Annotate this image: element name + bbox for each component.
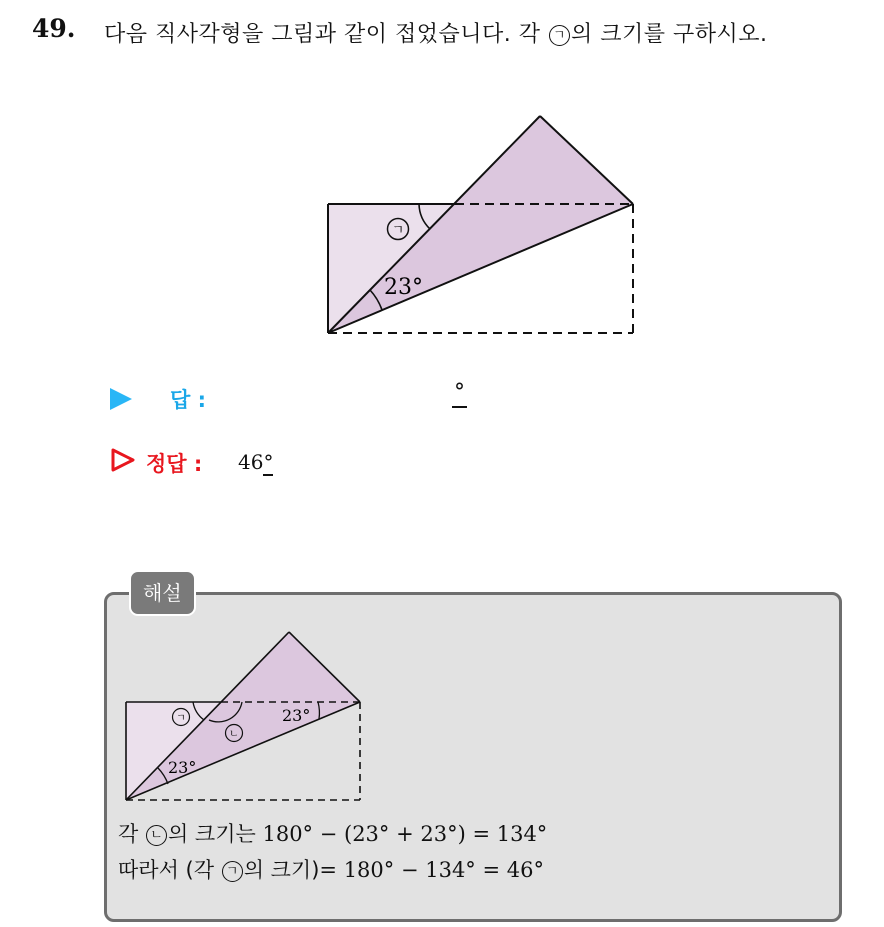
exp1-circle: ㄴ bbox=[146, 825, 167, 846]
answer-blank[interactable]: ° bbox=[452, 380, 467, 408]
exp-label-b: ㄴ bbox=[229, 729, 239, 740]
correct-answer bbox=[238, 450, 273, 474]
question-text-start: 다음 직사각형을 그림과 같이 접었습니다. 각 bbox=[104, 22, 548, 47]
explanation-line-2 bbox=[118, 854, 544, 884]
correct-arrow-icon bbox=[110, 447, 136, 473]
exp-angle-1: 23° bbox=[168, 758, 197, 777]
angle-value-label: 23° bbox=[384, 275, 423, 300]
exp2-prefix: 따라서 (각 bbox=[118, 858, 221, 882]
exp1-mid: 의 크기는 bbox=[167, 822, 263, 846]
answer-arrow-icon bbox=[110, 388, 132, 410]
exp-label-a: ㄱ bbox=[176, 713, 186, 724]
question-number: 49. bbox=[32, 14, 76, 43]
explanation-figure bbox=[118, 626, 368, 810]
exp-angle-2: 23° bbox=[282, 706, 311, 725]
angle-label-a: ㄱ bbox=[391, 223, 405, 238]
exp1-prefix: 각 bbox=[118, 822, 145, 846]
question-text-end: 의 크기를 구하시오. bbox=[571, 22, 768, 47]
correct-answer-value: 46 bbox=[238, 450, 264, 474]
correct-label: 정답 : bbox=[146, 452, 203, 476]
question-text bbox=[104, 17, 768, 48]
exp2-circle: ㄱ bbox=[222, 861, 243, 882]
exp1-expr: 180° − (23° + 23°) = 134° bbox=[262, 822, 548, 846]
exp2-mid: 의 크기) bbox=[243, 858, 320, 882]
circle-label-giyeok: ㄱ bbox=[549, 25, 570, 46]
exp2-expr: = 180° − 134° = 46° bbox=[319, 858, 544, 882]
explanation-tab: 해설 bbox=[129, 570, 196, 616]
correct-answer-unit: ° bbox=[263, 450, 274, 474]
answer-label: 답 : bbox=[170, 388, 206, 412]
folded-rectangle-figure bbox=[320, 108, 642, 342]
explanation-line-1 bbox=[118, 818, 547, 848]
